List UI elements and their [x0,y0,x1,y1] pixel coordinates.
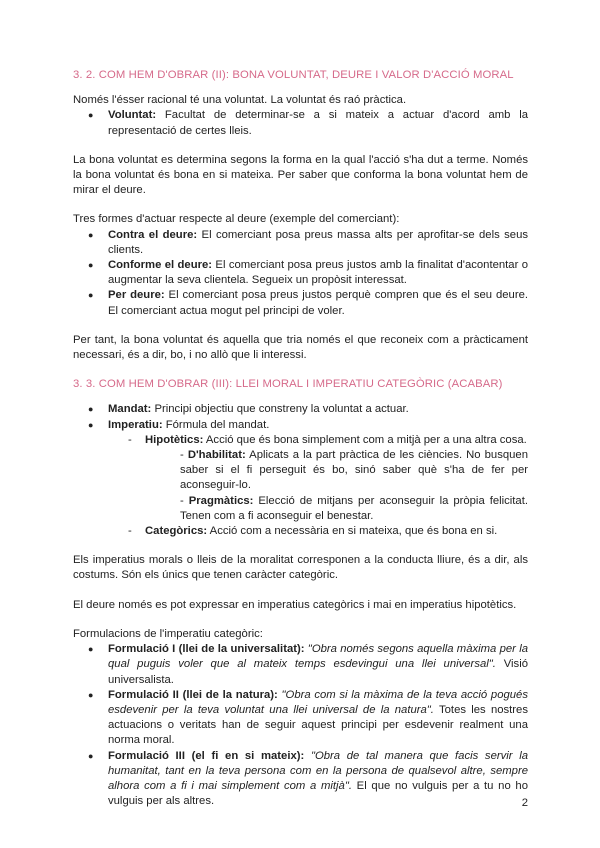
definition: Aplicats a la part pràctica de les ciències. No busquen saber si el fi perseguit és bo, sinó saber què s'ha de fer per aconseguir-lo. [180,449,528,492]
sub-item-pragmatics: - Pragmàtics: Elecció de mitjans per aconseguir la pròpia felicitat. Tenen com a fi aconseguir el benestar. [180,494,528,522]
definition: Facultat de determinar-se a si mateix a actuar d'acord amb la representació de certes lleis. [108,109,528,137]
paragraph-tres-formes: Tres formes d'actuar respecte al deure (exemple del comerciant): [73,213,400,226]
list-item [73,108,528,138]
term: Imperatiu: [108,418,163,431]
list-item [73,258,528,288]
term: Formulació II (llei de la natura): [108,688,278,701]
section-heading-3-3: 3. 3. COM HEM D'OBRAR (III): LLEI MORAL I IMPERATIU CATEGÒRIC (ACABAR) [73,378,503,391]
definition: Elecció de mitjans per aconseguir la pròpia felicitat. Tenen com a fi aconseguir el benestar. [180,494,528,522]
definition: El comerciant posa preus justos amb la finalitat d'acontentar o augmentar la seva clientela. Segueix un propòsit interessat. [108,259,528,287]
imperatiu-types [108,433,528,448]
quote: "Obra com si la màxima de la teva acció pogués esdevenir per la teva voluntat una llei universal de la natura". [108,688,528,716]
list-item [73,688,528,749]
term: Mandat: [108,403,152,416]
term: Contra el deure: [108,228,198,241]
definition: Principi objectiu que constreny la voluntat a actuar. [151,403,409,416]
term: Categòrics: [145,525,208,538]
definition: Acció com a necessària en si mateixa, que és bona en si. [207,525,498,538]
term: Hipotètics: [145,433,204,446]
page-number: 2 [521,797,528,809]
imperatiu-types-2 [108,524,528,539]
definition: Fórmula del mandat. [162,418,270,431]
page-content [73,68,528,809]
paragraph-per-tant: Per tant, la bona voluntat és aquella que tria només el que reconeix com a pràcticament necessari, és a dir, bo, i no allò que li interessi. [73,333,528,362]
term: Formulació I (llei de la universalitat): [108,643,305,656]
list-item [73,433,528,448]
term: Pragmàtics: [188,494,254,507]
comment: Totes les nostres actuacions o veritats han de seguir aquest principi per esdevenir realment una norma moral. [108,703,528,747]
paragraph-formulacions: Formulacions de l'imperatiu categòric: [73,627,263,640]
paragraph-deure: El deure només es pot expressar en imperatius categòrics i mai en imperatius hipotètics. [73,598,517,611]
term: D'habilitat: [187,449,246,462]
definition: El comerciant posa preus massa alts per aprofitar-se dels seus clients. [108,228,529,256]
formulations-list [73,642,528,809]
forms-list [73,228,528,319]
list-item [73,288,528,318]
quote: "Obra de tal manera que facis servir la humanitat, tant en la teva persona com en la persona de qualsevol altre, sempre alhora com a fi i mai simplement com a mitjà". [108,749,528,792]
list-item [73,642,528,688]
list-item [73,402,528,417]
comment: El que no vulguis per a tu no ho vulguis per als altres. [108,779,528,808]
list-item [73,524,528,539]
quote: "Obra només segons aquella màxima per la qual puguis voler que al mateix temps esdevingui una llei universal". [108,643,528,671]
paragraph-bona-voluntat: La bona voluntat es determina segons la forma en la qual l'acció s'ha dut a terme. Només la bona voluntat és bona en si mateixa. Per saber que conforma la bona voluntat hem de mirar el deure. [73,153,528,197]
intro-paragraph: Només l'ésser racional té una voluntat. La voluntat és raó pràctica. [73,94,407,107]
definition: El comerciant posa preus justos perquè compren que és el seu deure. El comerciant actua mogut pel principi de voler. [108,289,528,317]
term: Voluntat: [108,109,157,122]
section-heading-3-2: 3. 2. COM HEM D'OBRAR (II): BONA VOLUNTAT, DEURE I VALOR D'ACCIÓ MORAL [73,69,514,81]
comment: Visió universalista. [108,658,528,686]
term: Formulació III (el fi en si mateix): [108,749,305,762]
paragraph-imperatius-morals: Els imperatius morals o lleis de la moralitat corresponen a la conducta lliure, és a dir, als costums. Són els únics que tenen caràcter categòric. [73,554,528,582]
list-item [73,228,528,258]
sub-item-habilitat: - D'habilitat: Aplicats a la part pràctica de les ciències. No busquen saber si el fi perseguit és bo, sinó saber què s'ha de fer per aconseguir-lo. [180,449,528,492]
list-item [73,749,528,810]
list-item [73,418,528,540]
term: Conforme el deure: [108,259,213,272]
voluntat-list [73,108,528,138]
term: Per deure: [108,289,165,302]
mandat-list [73,402,528,539]
definition: Acció que és bona simplement com a mitjà per a una altra cosa. [203,433,527,446]
